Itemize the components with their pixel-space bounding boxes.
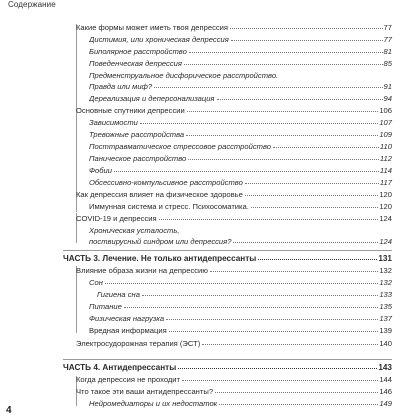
leader-dots [251,207,378,208]
toc-entry-page: 85 [383,59,392,68]
toc-entry[interactable] [76,105,392,116]
toc-entry-page: 91 [383,82,392,91]
toc-entry-title: Посттравматическое стрессовое расстройство [89,142,271,151]
section-bracket [76,114,77,190]
leader-dots [187,111,379,112]
toc-entry-title: Дистимия, или хроническая депрессия [89,35,229,44]
toc-entry-title: Основные спутники депрессии [76,106,185,115]
toc-entry[interactable] [89,398,392,409]
leader-dots [189,52,383,53]
leader-dots [178,368,377,369]
toc-entry-page: 107 [379,118,392,127]
toc-entry[interactable] [89,117,392,128]
toc-part-heading[interactable] [63,253,392,264]
toc-entry-title: Влияние образа жизни на депрессию [76,266,208,275]
toc-entry-title: COVID-19 и депрессия [76,214,157,223]
toc-entry-page: 137 [379,314,392,323]
leader-dots [154,87,382,88]
leader-dots [245,183,379,184]
toc-entry-title: Нейромедиаторы и их недостаток [89,399,218,408]
toc-entry-title: Питание [89,302,122,311]
section-bracket [76,266,77,333]
toc-entry[interactable] [76,338,392,349]
toc-entry-page: 94 [383,94,392,103]
toc-entry-title: Обсессивно-компульсивное расстройство [89,178,243,187]
toc-entry[interactable] [97,289,392,300]
leader-dots [210,271,378,272]
toc-entry-title: Как депрессия влияет на физическое здоровье [76,190,243,199]
toc-entry-page: 132 [379,278,392,287]
toc-entry-title: Вредная информация [89,326,167,335]
toc-entry-page: 135 [379,302,392,311]
toc-entry-title: Предменструальное дисфорическое расстройство. [89,71,279,80]
toc-entry-title: Физическая нагрузка [89,314,165,323]
toc-entry-page: 77 [383,23,392,32]
toc-entry-title: ЧАСТЬ 3. Лечение. Не только антидепрессанты [63,254,257,263]
toc-entry-page: 106 [379,106,392,115]
leader-dots [186,135,378,136]
toc-entry-title: Когда депрессия не проходит [76,375,181,384]
toc-entry-title: Поведенческая депрессия [89,59,182,68]
toc-entry-title: Сон [89,278,103,287]
toc-entry-page: 114 [379,166,392,175]
leader-dots [188,159,379,160]
toc-entry[interactable] [89,225,392,247]
section-bracket [76,24,77,114]
toc-entry-title: ЧАСТЬ 4. Антидепрессанты [63,363,177,372]
toc-entry[interactable] [89,34,392,45]
toc-entry-page: 131 [378,254,392,263]
toc-entry-title: Паническое расстройство [89,154,187,163]
toc-entry[interactable] [89,141,392,152]
leader-dots [231,40,383,41]
toc-entry-title: Дереализация и деперсонализация [89,94,215,103]
toc-entry-page: 117 [379,178,392,187]
toc-entry[interactable] [89,201,392,212]
toc-entry-page: 77 [383,35,392,44]
toc-entry[interactable] [89,325,392,336]
toc-entry-page: 139 [379,326,392,335]
toc-entry[interactable] [89,46,392,57]
toc-entry[interactable] [89,301,392,312]
part-divider [63,359,392,360]
toc-entry-page: 143 [378,363,392,372]
leader-dots [230,28,383,29]
toc-part-heading[interactable] [63,362,392,373]
toc-entry[interactable] [76,374,392,385]
toc-entry[interactable] [89,277,392,288]
toc-entry[interactable] [76,189,392,200]
leader-dots [182,380,378,381]
toc-entry-title: Зависимости [89,118,138,127]
toc-entry-title: Какие формы может иметь твоя депрессия [76,23,229,32]
leader-dots [142,295,378,296]
toc-entry-title: Фобии [89,166,112,175]
leader-dots [159,219,379,220]
toc-entry-title: Электросудорожная терапия (ЭСТ) [76,339,201,348]
toc-entry-title: Хроническая усталость, [89,226,180,235]
page-number: 4 [6,405,12,416]
toc-entry-page: 149 [379,399,392,408]
toc-entry[interactable] [76,213,392,224]
page-header: Содержание [8,0,56,9]
toc-entry[interactable] [89,313,392,324]
leader-dots [273,147,379,148]
toc-entry-title: Тревожные расстройства [89,130,185,139]
leader-dots [219,404,378,405]
toc-entry[interactable] [76,386,392,397]
toc-entry[interactable] [89,93,392,104]
leader-dots [184,64,383,65]
leader-dots [166,319,378,320]
leader-dots [105,283,378,284]
toc-entry-page: 120 [379,190,392,199]
toc-entry[interactable] [89,129,392,140]
toc-entry-page: 81 [383,47,392,56]
toc-entry[interactable] [89,153,392,164]
toc-entry-page: 124 [379,237,392,246]
toc-entry[interactable] [89,70,392,92]
leader-dots [114,171,379,172]
toc-entry-page: 146 [379,387,392,396]
leader-dots [217,99,383,100]
toc-entry-title-cont: Правда или миф? [89,82,153,91]
leader-dots [258,259,377,260]
toc-entry-page: 132 [379,266,392,275]
toc-entry[interactable] [89,165,392,176]
leader-dots [215,392,378,393]
toc-entry[interactable] [89,58,392,69]
leader-dots [245,195,378,196]
toc-entry-page: 109 [379,130,392,139]
toc-entry[interactable] [89,177,392,188]
leader-dots [169,331,379,332]
toc-entry-title: Что такое эти ваши антидепрессанты? [76,387,214,396]
toc-entry-page: 110 [379,142,392,151]
toc-entry[interactable] [76,265,392,276]
part-divider [63,250,392,251]
toc-entry-title-cont: поствирусный синдром или депрессия? [89,237,232,246]
toc-entry-page: 144 [379,375,392,384]
toc-entry-page: 140 [379,339,392,348]
toc-entry-page: 120 [379,202,392,211]
leader-dots [202,344,378,345]
toc-entry-title: Гигиена сна [97,290,140,299]
toc-entry-title: Иммунная система и стресс. Психосоматика. [89,202,249,211]
leader-dots [140,123,378,124]
toc-entry-page: 112 [379,154,392,163]
leader-dots [124,307,379,308]
toc-entry-page: 124 [379,214,392,223]
toc-entry-title: Биполярное расстройство [89,47,187,56]
leader-dots [233,242,378,243]
toc-entry[interactable] [76,22,392,33]
toc-entry-page: 133 [379,290,392,299]
